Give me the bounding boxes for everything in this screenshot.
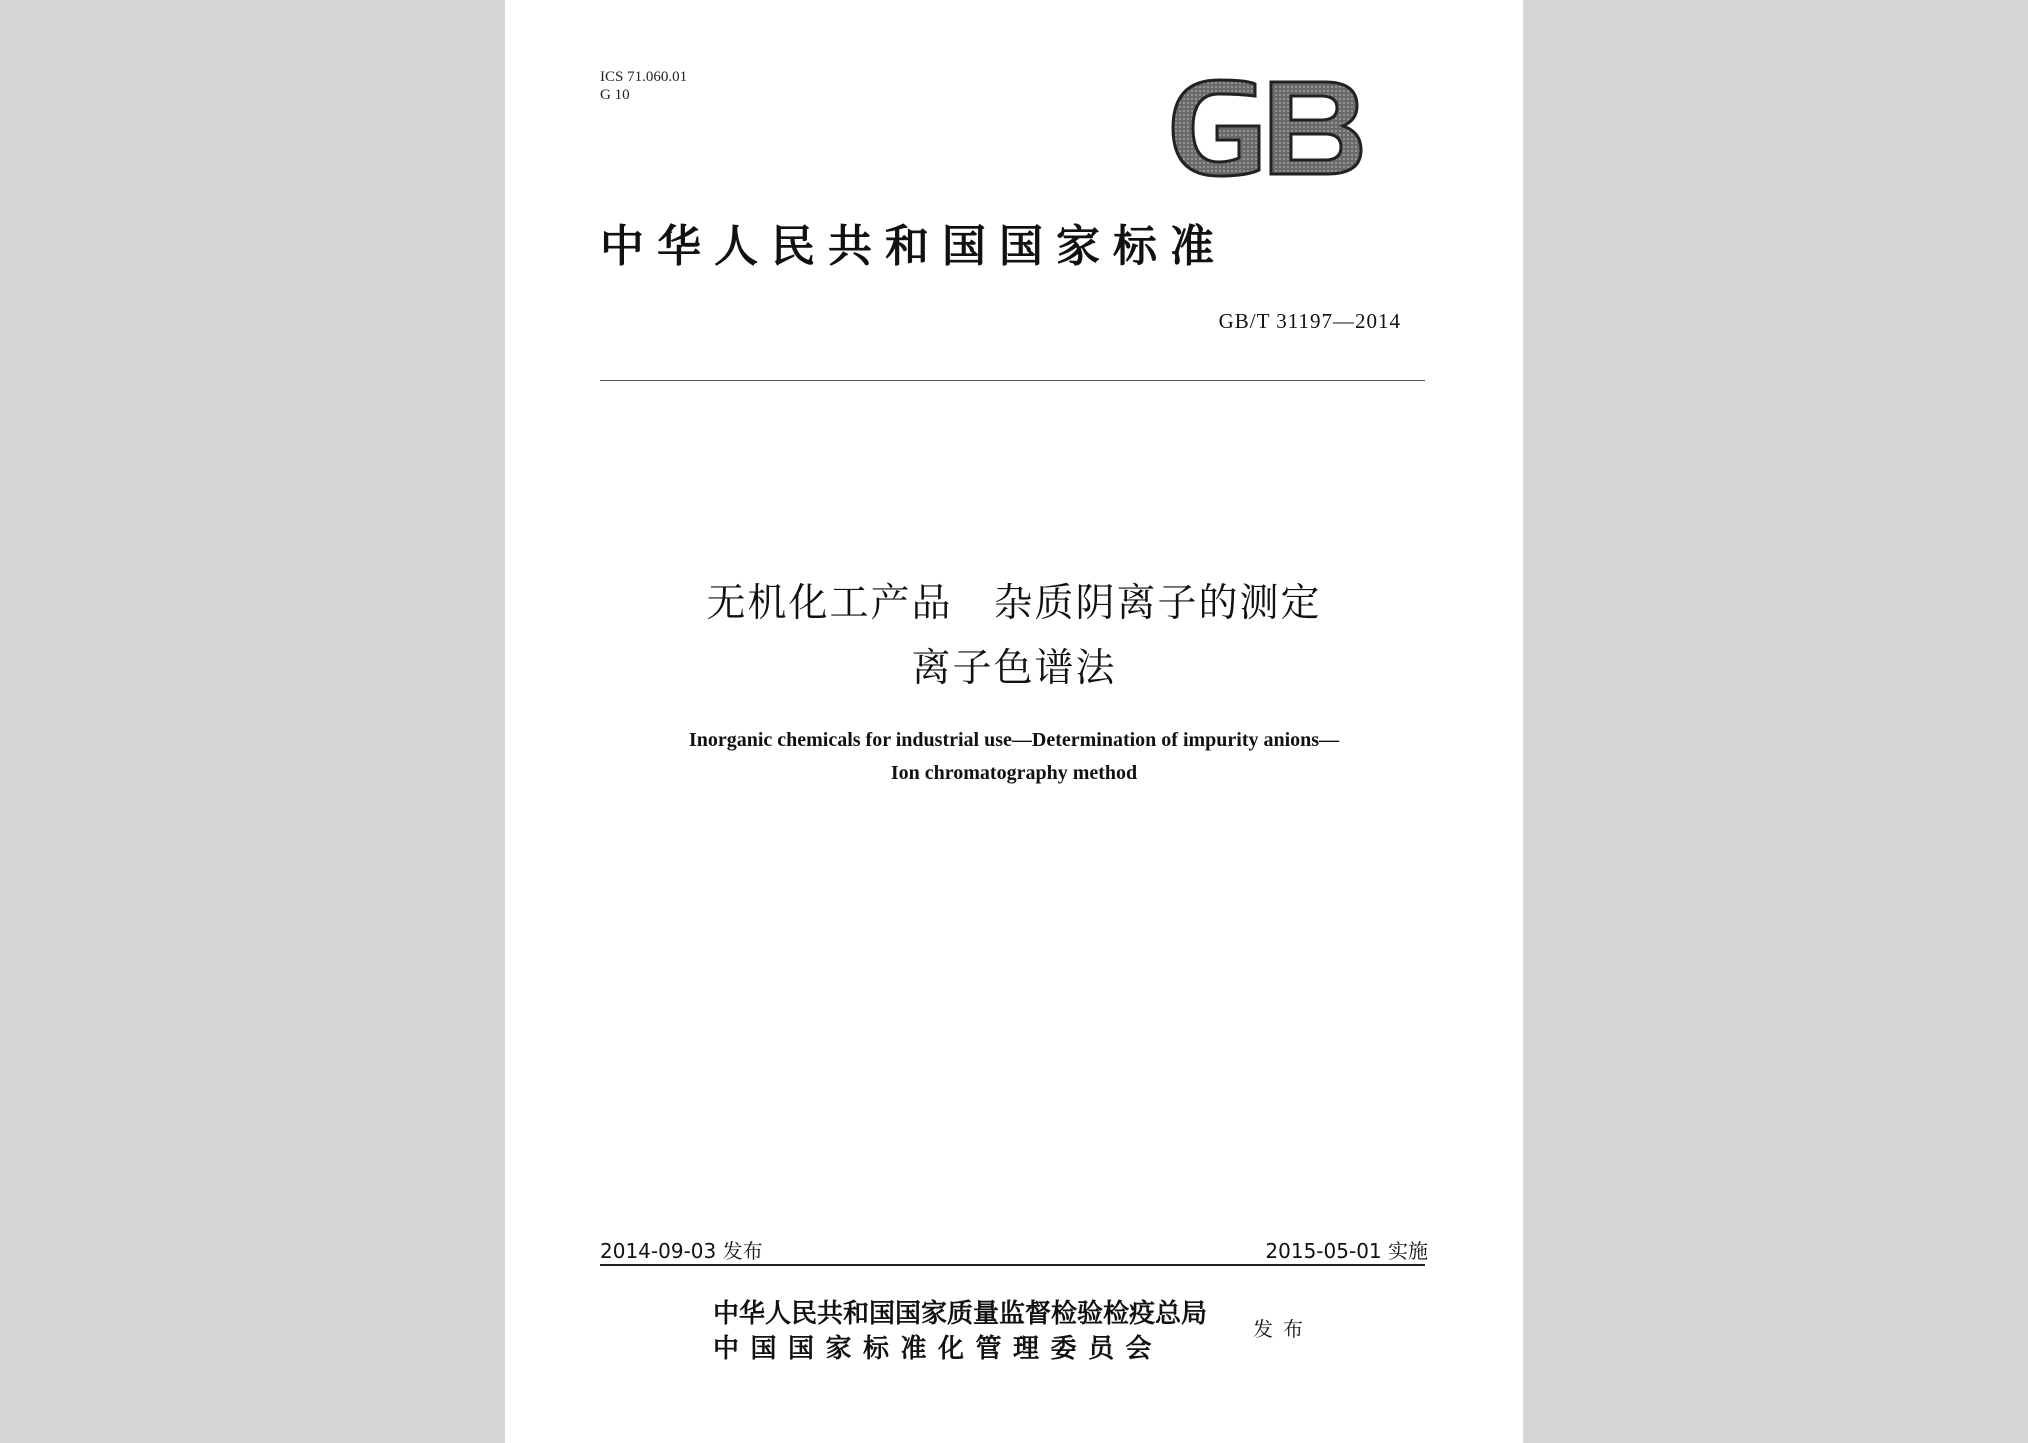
document-page (505, 0, 1523, 1443)
national-standard-heading: 中华人民共和国国家标准 (600, 221, 1227, 272)
chinese-title-line-2: 离子色谱法 (911, 646, 1117, 691)
english-title-line-2: Ion chromatography method (890, 762, 1138, 784)
issue-label: 发布 (1253, 1317, 1313, 1341)
issuer-sac: 中国国家标准化管理委员会 (713, 1334, 1164, 1364)
gb-emblem-icon (1167, 78, 1367, 182)
classification-codes (600, 68, 687, 104)
ccs-code: G 10 (600, 87, 630, 103)
implementation-date: 2015-05-01 实施 (1265, 1239, 1428, 1263)
english-title-line-1: Inorganic chemicals for industrial use—Determination of impurity anions— (688, 729, 1340, 751)
header-divider (600, 380, 1425, 381)
issuer-aqsiq: 中华人民共和国国家质量监督检验检疫总局 (713, 1299, 1208, 1329)
chinese-title-line-1: 无机化工产品 杂质阴离子的测定 (706, 581, 1322, 626)
footer-divider (600, 1264, 1425, 1266)
publish-date: 2014-09-03 发布 (600, 1239, 763, 1263)
standard-number: GB/T 31197—2014 (1218, 309, 1401, 333)
ics-code: ICS 71.060.01 (600, 69, 688, 85)
